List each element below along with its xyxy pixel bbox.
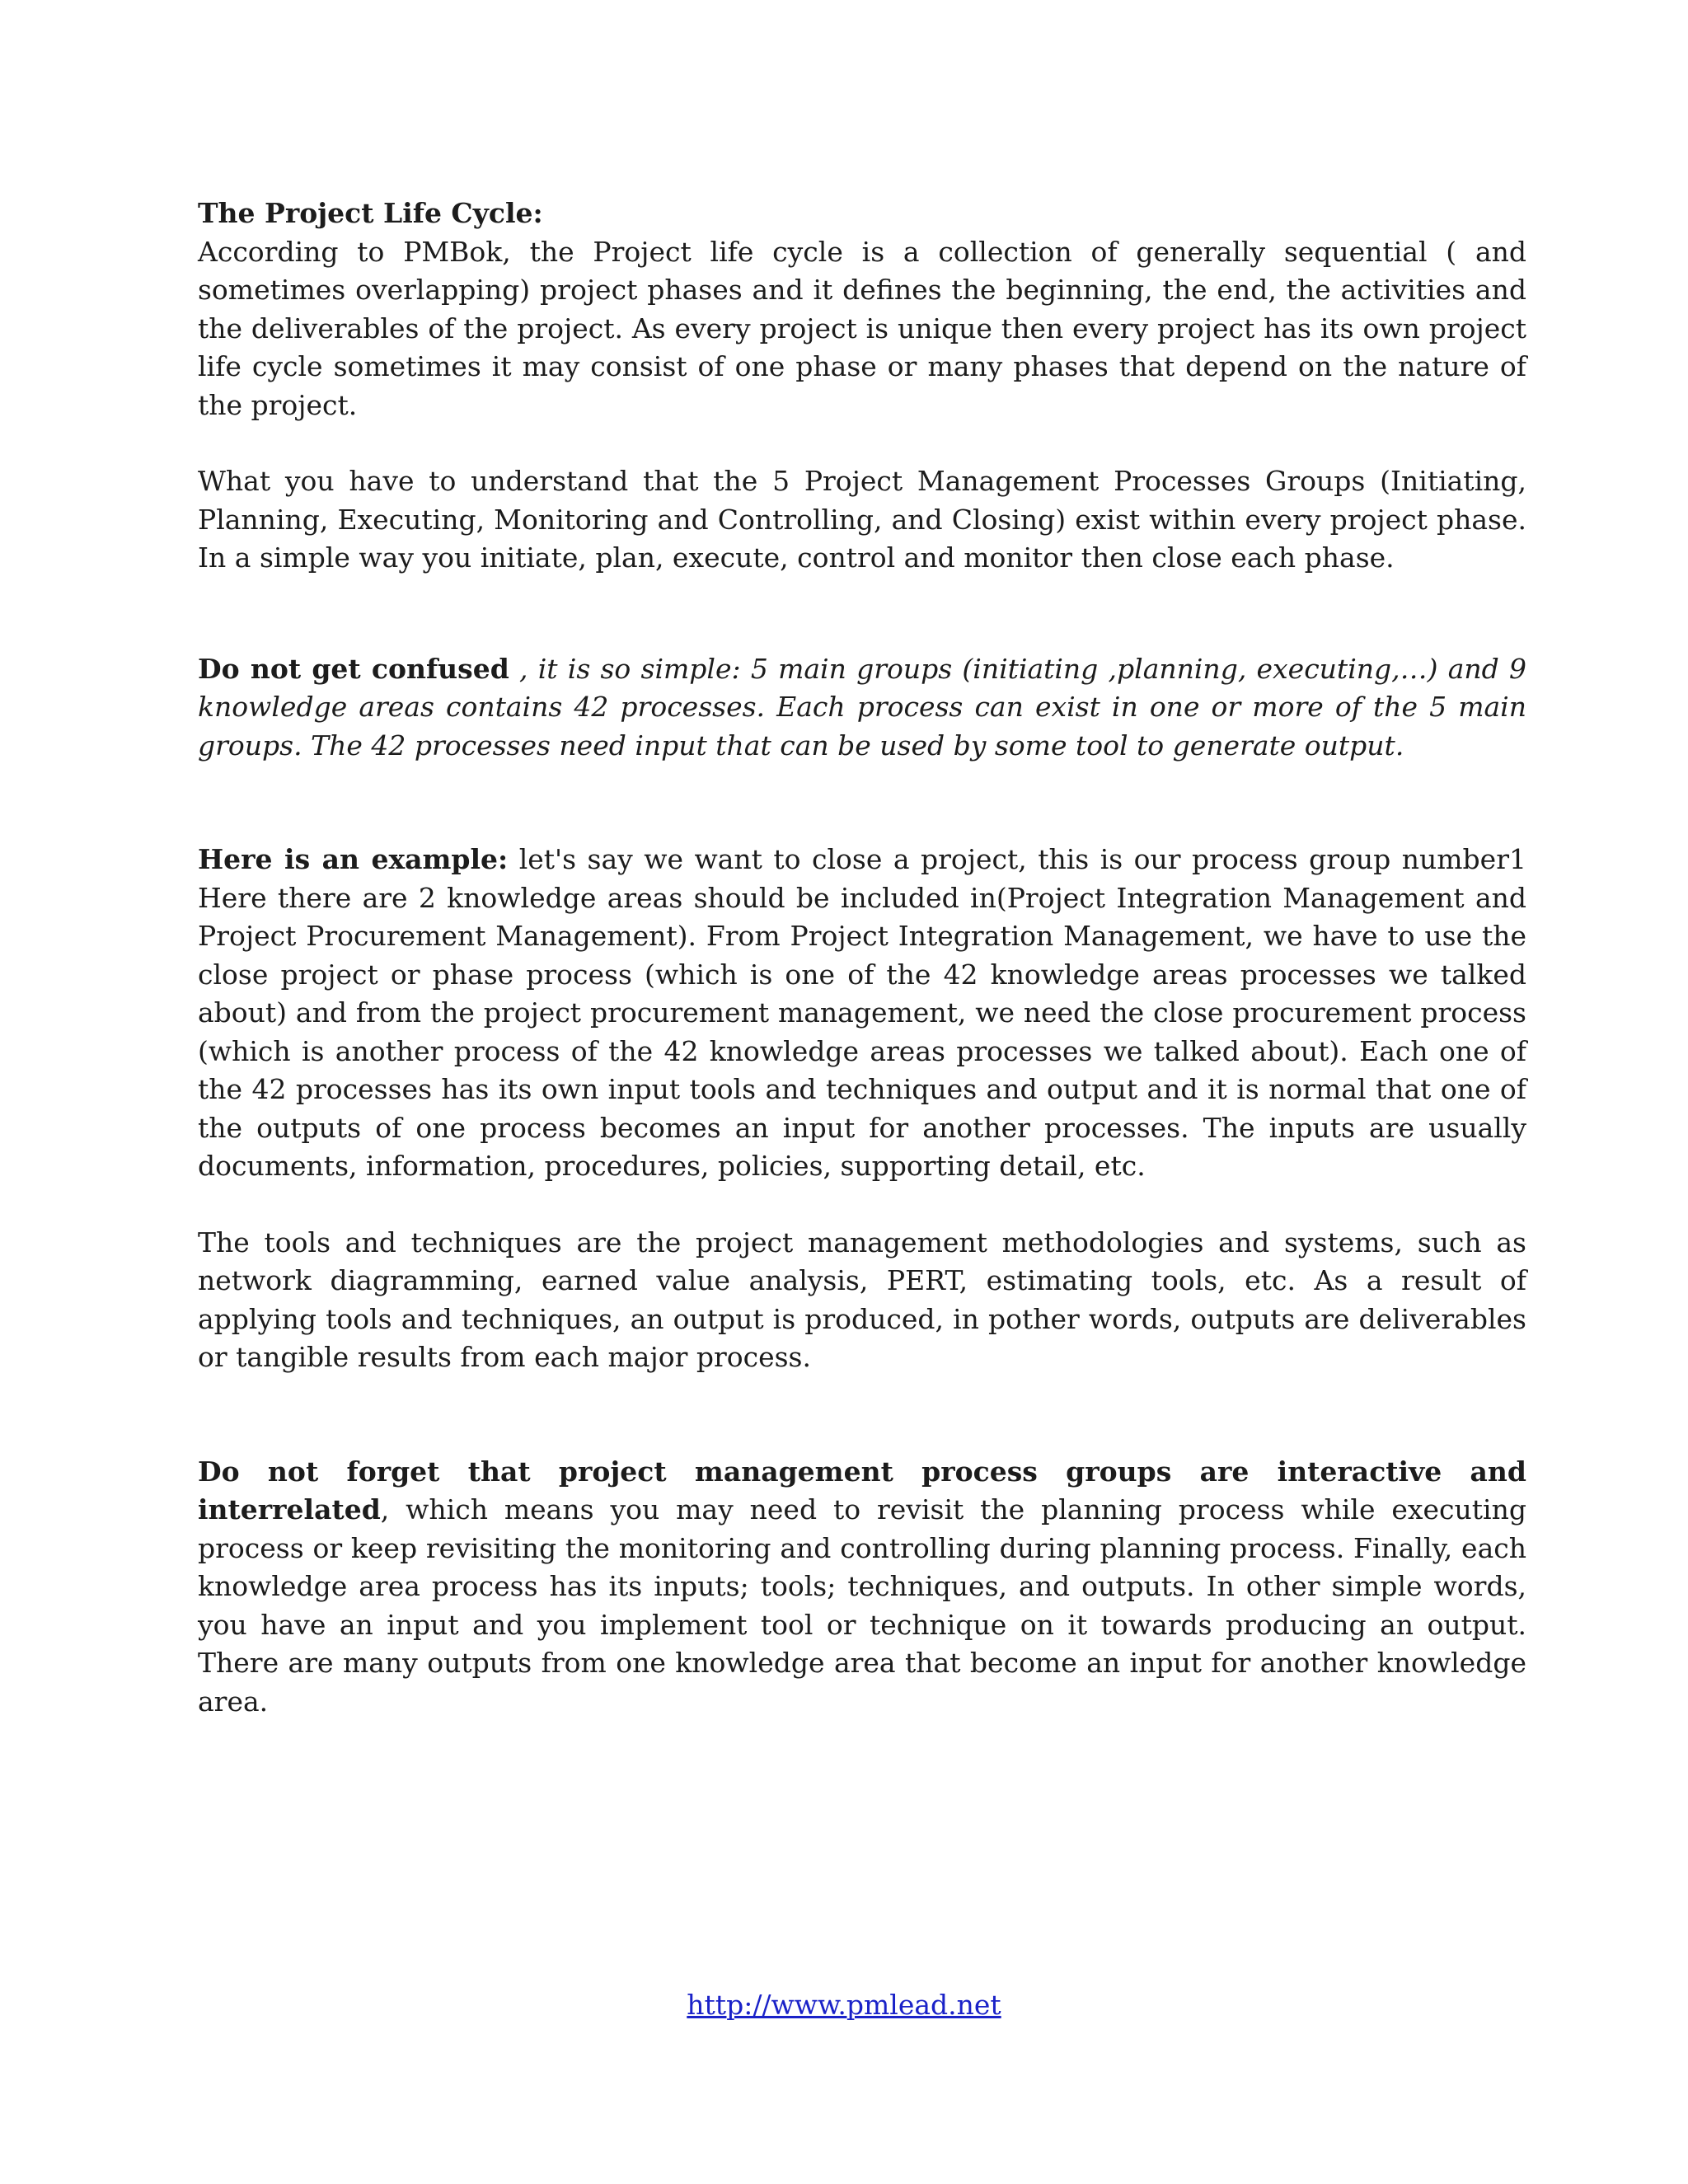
document-body [198,194,1526,1721]
paragraph-example [198,841,1526,1186]
example-heading: Here is an example: [198,843,509,875]
confused-text: , it is so simple: 5 main groups (initiating ,planning, executing,…) and 9 knowledge areas contains 42 processes. Each process can exist in one or more of the 5 main groups. The 42 processes need input that can be used by some tool to generate output. [198,652,1526,762]
spacer [198,424,1526,462]
interrelated-text: , which means you may need to revisit the planning process while executing process or keep revisiting the monitoring and controlling during planning process. Finally, each knowledge area process has its inputs; tools; techniques, and outputs. In other simple words, you have an input and you implement tool or technique on it towards producing an output. There are many outputs from one knowledge area that become an input for another knowledge area. [198,1493,1526,1718]
footer-link[interactable]: http://www.pmlead.net [687,1989,1001,2021]
document-title: The Project Life Cycle: [198,197,543,229]
spacer [198,1377,1526,1453]
spacer [198,765,1526,841]
paragraph-interrelated [198,1453,1526,1722]
page-footer [0,1989,1688,2021]
paragraph-life-cycle: According to PMBok, the Project life cycle is a collection of generally sequential ( and sometimes overlapping) project phases and it defines the beginning, the end, the activities and the deliverables of the project. As every project is unique then every project has its own project life cycle sometimes it may consist of one phase or many phases that depend on the nature of the project. [198,235,1526,421]
example-text: let's say we want to close a project, this is our process group number1 Here there are 2 knowledge areas should be included in(Project Integration Management and Project Procurement Management). From Project Integration Management, we have to use the close project or phase process (which is one of the 42 knowledge areas processes we talked about) and from the project procurement management, we need the close procurement process (which is another process of the 42 knowledge areas processes we talked about). Each one of the 42 processes has its own input tools and techniques and output and it is normal that one of the outputs of one process becomes an input for another processes. The inputs are usually documents, information, procedures, policies, supporting detail, etc. [198,843,1526,1182]
spacer [198,578,1526,650]
paragraph-tools-techniques: The tools and techniques are the project management methodologies and systems, such as network diagramming, earned value analysis, PERT, estimating tools, etc. As a result of applying tools and techniques, an output is produced, in pother words, outputs are deliverables or tangible results from each major process. [198,1226,1526,1373]
paragraph-do-not-get-confused [198,650,1526,766]
spacer [198,1186,1526,1224]
confused-heading: Do not get confused [198,652,509,685]
paragraph-process-groups: What you have to understand that the 5 Project Management Processes Groups (Initiating, Planning, Executing, Monitoring and Controlling, and Closing) exist within every project phase. In a simple way you initiate, plan, execute, control and monitor then close each phase. [198,465,1526,574]
interrelated-heading: Do not forget that project management process groups are interactive and interrelated [198,1455,1526,1526]
